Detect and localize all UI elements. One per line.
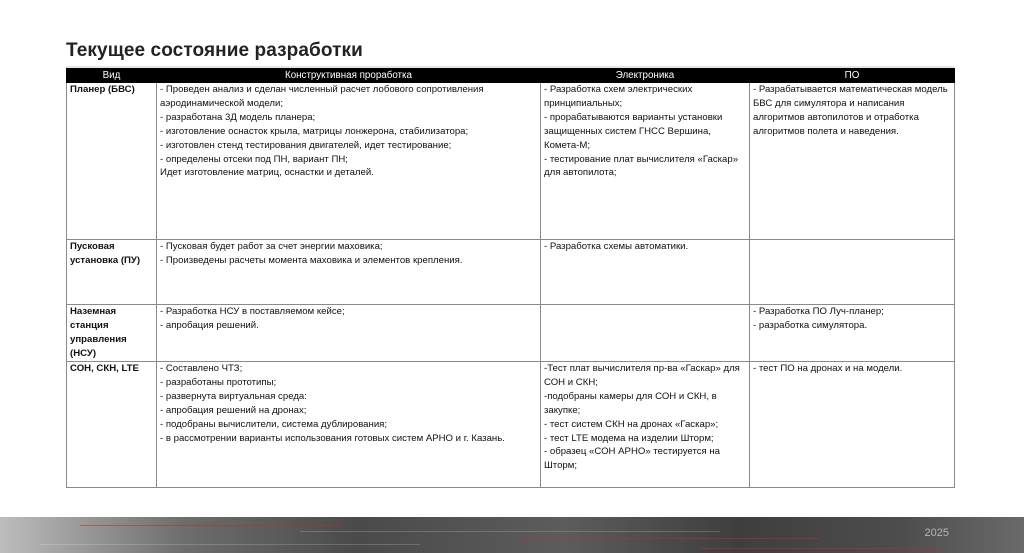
- design-cell: [157, 362, 541, 488]
- table-row: [67, 362, 955, 488]
- table-row: [67, 305, 955, 362]
- list-item: - апробация решений.: [160, 319, 259, 331]
- header-design: Конструктивная проработка: [157, 69, 541, 83]
- list-item: - Разработка ПО Луч-планер;: [753, 306, 884, 317]
- list-item: - подобраны вычислители, система дублирования;: [160, 418, 388, 430]
- footer-year: 2025: [924, 527, 949, 539]
- row-name-ground-station: Наземная станция управления (НСУ): [67, 305, 157, 362]
- list-item: - Произведены расчеты момента маховика и элементов крепления.: [160, 254, 463, 266]
- table-header-row: [67, 69, 955, 83]
- list-item: - апробация решений на дронах;: [160, 404, 307, 416]
- list-item: - развернута виртуальная среда:: [160, 390, 307, 402]
- list-item: - тестирование плат вычислителя «Гаскар» для автопилота;: [544, 153, 739, 179]
- list-item: - изготовление оснасток крыла, матрицы лонжерона, стабилизатора;: [160, 125, 469, 137]
- page-title: Текущее состояние разработки: [66, 40, 363, 61]
- list-item: - в рассмотрении варианты использования готовых систем АРНО и г. Казань.: [160, 432, 505, 444]
- row-name-son-skn-lte: СОН, СКН, LTE: [67, 362, 157, 488]
- list-item: - Разрабатывается математическая модель БВС для симулятора и написания алгоритмов автопилотов и отработка алгоритмов полета и наведения.: [753, 84, 948, 137]
- electronics-cell: [541, 240, 750, 305]
- design-cell: [157, 83, 541, 240]
- list-item: - тест систем СКН на дронах «Гаскар»;: [544, 418, 719, 430]
- list-item: - тест ПО на дронах и на модели.: [753, 363, 903, 374]
- header-electronics: Электроника: [541, 69, 750, 83]
- design-cell: [157, 305, 541, 362]
- list-item: - определены отсеки под ПН, вариант ПН;: [160, 153, 348, 165]
- list-item: - тест LTE модема на изделии Шторм;: [544, 432, 714, 444]
- header-type: Вид: [67, 69, 157, 83]
- development-status-table: [66, 68, 955, 488]
- footer-decorative-band: [0, 517, 1024, 553]
- list-item: - изготовлен стенд тестирования двигателей, идет тестирование;: [160, 139, 452, 151]
- list-item: - образец «СОН АРНО» тестируется на Шторм;: [544, 446, 721, 472]
- table-row: [67, 240, 955, 305]
- electronics-cell: [541, 83, 750, 240]
- list-item: - разработана 3Д модель планера;: [160, 111, 316, 123]
- row-name-launcher: Пусковая установка (ПУ): [67, 240, 157, 305]
- list-item: - прорабатываются варианты установки защищенных систем ГНСС Вершина, Комета-М;: [544, 111, 723, 151]
- list-item: - Проведен анализ и сделан численный расчет лобового сопротивления аэродинамической модели;: [160, 84, 484, 109]
- list-item: - Составлено ЧТЗ;: [160, 363, 243, 374]
- list-item: Идет изготовление матриц, оснастки и деталей.: [160, 167, 374, 179]
- software-cell: [750, 240, 955, 305]
- software-cell: [750, 305, 955, 362]
- list-item: - Разработка НСУ в поставляемом кейсе;: [160, 306, 345, 317]
- list-item: -подобраны камеры для СОН и СКН, в закупке;: [544, 390, 717, 416]
- list-item: -Тест плат вычислителя пр-ва «Гаскар» для СОН и СКН;: [544, 363, 740, 388]
- list-item: - Разработка схемы автоматики.: [544, 241, 689, 252]
- software-cell: [750, 83, 955, 240]
- list-item: - разработка симулятора.: [753, 319, 868, 331]
- row-name-airframe: Планер (БВС): [67, 83, 157, 240]
- list-item: - Разработка схем электрических принципиальных;: [544, 84, 693, 109]
- list-item: - Пусковая будет работ за счет энергии маховика;: [160, 241, 383, 252]
- list-item: - разработаны прототипы;: [160, 376, 277, 388]
- electronics-cell: [541, 362, 750, 488]
- header-software: ПО: [750, 69, 955, 83]
- electronics-cell: [541, 305, 750, 362]
- table-row: [67, 83, 955, 240]
- software-cell: [750, 362, 955, 488]
- design-cell: [157, 240, 541, 305]
